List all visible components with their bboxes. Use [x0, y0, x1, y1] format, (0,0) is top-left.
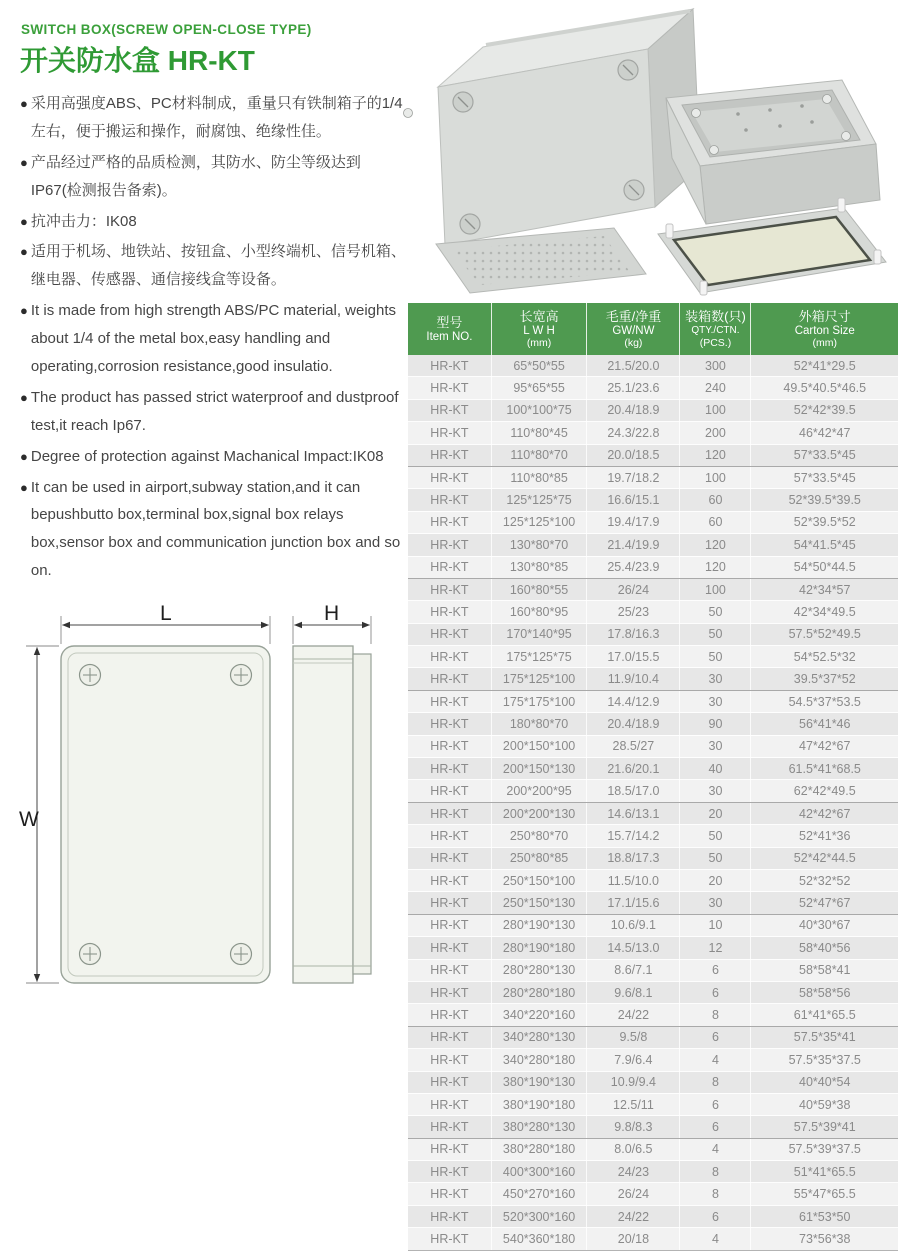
cell-carton: 46*42*47: [751, 422, 898, 444]
cell-qty: 100: [680, 466, 751, 488]
cell-qty: 20: [680, 869, 751, 891]
table-row: [408, 735, 898, 757]
cell-carton: 54*52.5*32: [751, 646, 898, 668]
cell-carton: 39.5*37*52: [751, 668, 898, 690]
cell-gwnw: 24/23: [587, 1161, 680, 1183]
cell-qty: 4: [680, 1049, 751, 1071]
cell-carton: 61.5*41*68.5: [751, 758, 898, 780]
cell-item-no: HR-KT: [408, 399, 491, 421]
table-row: [408, 892, 898, 914]
table-row: [408, 399, 898, 421]
cell-gwnw: 10.6/9.1: [587, 914, 680, 936]
cell-gwnw: 26/24: [587, 1183, 680, 1205]
cell-carton: 52*41*36: [751, 825, 898, 847]
bullet-icon: ●: [20, 96, 28, 111]
cell-lwh: 340*220*160: [491, 1004, 587, 1026]
col-header-item-no: 型号 Item NO.: [408, 303, 491, 355]
cell-carton: 54*41.5*45: [751, 534, 898, 556]
cell-lwh: 540*360*180: [491, 1228, 587, 1250]
feature-text: 抗冲击力：IK08: [30, 212, 137, 230]
feature-text: The product has passed strict waterproof and dustproof test,it reach Ip67.: [30, 388, 399, 434]
bullet-icon: ●: [20, 154, 28, 170]
cell-item-no: HR-KT: [408, 802, 491, 824]
feature-item: [20, 238, 408, 294]
cell-qty: 8: [680, 1161, 751, 1183]
cell-carton: 40*30*67: [751, 914, 898, 936]
table-row: [408, 1071, 898, 1093]
table-row: [408, 377, 898, 399]
table-row: [408, 601, 898, 623]
cell-item-no: HR-KT: [408, 1093, 491, 1115]
cell-qty: 50: [680, 847, 751, 869]
cell-gwnw: 12.5/11: [587, 1093, 680, 1115]
cell-carton: 42*42*67: [751, 802, 898, 824]
cell-carton: 57.5*39*41: [751, 1116, 898, 1138]
table-row: [408, 1205, 898, 1227]
cell-lwh: 380*190*180: [491, 1093, 587, 1115]
feature-item: [20, 443, 408, 471]
cell-gwnw: 11.9/10.4: [587, 668, 680, 690]
cell-item-no: HR-KT: [408, 758, 491, 780]
cell-item-no: HR-KT: [408, 534, 491, 556]
table-row: [408, 690, 898, 712]
col-header-gwnw: 毛重/净重 GW/NW (kg): [587, 303, 680, 355]
cell-gwnw: 9.6/8.1: [587, 981, 680, 1003]
cell-item-no: HR-KT: [408, 959, 491, 981]
feature-item: [20, 297, 408, 381]
cell-qty: 50: [680, 646, 751, 668]
cell-item-no: HR-KT: [408, 1161, 491, 1183]
table-row: [408, 847, 898, 869]
table-row: [408, 937, 898, 959]
table-row: [408, 780, 898, 802]
cell-lwh: 200*150*100: [491, 735, 587, 757]
cell-gwnw: 21.4/19.9: [587, 534, 680, 556]
cell-qty: 10: [680, 914, 751, 936]
feature-item: [20, 90, 408, 146]
cell-carton: 54.5*37*53.5: [751, 690, 898, 712]
cell-qty: 50: [680, 623, 751, 645]
cell-lwh: 280*280*130: [491, 959, 587, 981]
cell-gwnw: 24/22: [587, 1205, 680, 1227]
cell-carton: 57*33.5*45: [751, 466, 898, 488]
cell-carton: 42*34*49.5: [751, 601, 898, 623]
cell-lwh: 95*65*55: [491, 377, 587, 399]
cell-item-no: HR-KT: [408, 847, 491, 869]
cell-qty: 200: [680, 422, 751, 444]
cell-gwnw: 28.5/27: [587, 735, 680, 757]
cell-carton: 57.5*35*37.5: [751, 1049, 898, 1071]
table-row: [408, 1004, 898, 1026]
table-row: [408, 466, 898, 488]
feature-text: 适用于机场、地铁站、按钮盒、小型终端机、信号机箱、继电器、传感器、通信接线盒等设备。: [30, 243, 406, 289]
spec-table: [408, 303, 898, 1251]
feature-text: Degree of protection against Machanical Impact:IK08: [30, 447, 384, 465]
cell-gwnw: 15.7/14.2: [587, 825, 680, 847]
cell-carton: 52*39.5*52: [751, 511, 898, 533]
dimension-H: [293, 602, 371, 644]
cell-qty: 8: [680, 1183, 751, 1205]
cell-lwh: 175*125*75: [491, 646, 587, 668]
table-row: [408, 422, 898, 444]
feature-item: [20, 149, 408, 205]
cell-carton: 58*58*56: [751, 981, 898, 1003]
table-row: [408, 1093, 898, 1115]
cell-gwnw: 14.5/13.0: [587, 937, 680, 959]
cell-gwnw: 21.5/20.0: [587, 355, 680, 377]
cell-lwh: 380*190*130: [491, 1071, 587, 1093]
cell-item-no: HR-KT: [408, 355, 491, 377]
cell-gwnw: 24/22: [587, 1004, 680, 1026]
cell-item-no: HR-KT: [408, 578, 491, 600]
spec-table-header: [408, 303, 898, 355]
col-header-carton: 外箱尺寸 Carton Size (mm): [751, 303, 898, 355]
cell-qty: 8: [680, 1004, 751, 1026]
cell-lwh: 110*80*70: [491, 444, 587, 466]
cell-carton: 51*41*65.5: [751, 1161, 898, 1183]
cell-gwnw: 16.6/15.1: [587, 489, 680, 511]
cell-carton: 52*39.5*39.5: [751, 489, 898, 511]
cell-qty: 6: [680, 1093, 751, 1115]
cell-item-no: HR-KT: [408, 511, 491, 533]
cell-qty: 30: [680, 668, 751, 690]
cell-item-no: HR-KT: [408, 780, 491, 802]
cell-item-no: HR-KT: [408, 914, 491, 936]
cell-lwh: 130*80*85: [491, 556, 587, 578]
table-row: [408, 802, 898, 824]
cell-carton: 52*42*44.5: [751, 847, 898, 869]
cell-carton: 47*42*67: [751, 735, 898, 757]
cell-lwh: 280*190*130: [491, 914, 587, 936]
table-row: [408, 1049, 898, 1071]
bullet-icon: ●: [20, 213, 28, 229]
cell-lwh: 160*80*55: [491, 578, 587, 600]
cell-gwnw: 19.7/18.2: [587, 466, 680, 488]
cell-lwh: 65*50*55: [491, 355, 587, 377]
cell-item-no: HR-KT: [408, 1183, 491, 1205]
feature-item: [20, 474, 408, 586]
cell-carton: 42*34*57: [751, 578, 898, 600]
cell-gwnw: 8.6/7.1: [587, 959, 680, 981]
product-photo: [408, 2, 900, 302]
cell-carton: 52*41*29.5: [751, 355, 898, 377]
bullet-icon: ●: [20, 244, 28, 260]
page-title-zh: 开关防水盒 HR-KT: [20, 45, 255, 76]
cell-gwnw: 11.5/10.0: [587, 869, 680, 891]
table-row: [408, 489, 898, 511]
cell-item-no: HR-KT: [408, 1026, 491, 1048]
cell-gwnw: 7.9/6.4: [587, 1049, 680, 1071]
cell-carton: 62*42*49.5: [751, 780, 898, 802]
cell-lwh: 250*150*130: [491, 892, 587, 914]
cell-item-no: HR-KT: [408, 1071, 491, 1093]
cell-item-no: HR-KT: [408, 937, 491, 959]
cell-carton: 57.5*52*49.5: [751, 623, 898, 645]
cell-gwnw: 25.1/23.6: [587, 377, 680, 399]
cell-lwh: 280*190*180: [491, 937, 587, 959]
cell-gwnw: 20.0/18.5: [587, 444, 680, 466]
cell-lwh: 340*280*130: [491, 1026, 587, 1048]
cell-item-no: HR-KT: [408, 1205, 491, 1227]
cell-carton: 52*42*39.5: [751, 399, 898, 421]
feature-item: [20, 208, 408, 236]
cell-qty: 4: [680, 1138, 751, 1160]
cell-item-no: HR-KT: [408, 668, 491, 690]
cell-carton: 61*41*65.5: [751, 1004, 898, 1026]
cell-item-no: HR-KT: [408, 601, 491, 623]
cell-item-no: HR-KT: [408, 1138, 491, 1160]
cell-lwh: 520*300*160: [491, 1205, 587, 1227]
cell-qty: 60: [680, 489, 751, 511]
spec-table-body: [408, 355, 898, 1250]
cell-item-no: HR-KT: [408, 422, 491, 444]
cell-carton: 54*50*44.5: [751, 556, 898, 578]
cell-gwnw: 18.8/17.3: [587, 847, 680, 869]
cell-lwh: 125*125*100: [491, 511, 587, 533]
height-label: H: [324, 602, 340, 625]
cell-qty: 100: [680, 399, 751, 421]
cell-lwh: 200*150*130: [491, 758, 587, 780]
cell-item-no: HR-KT: [408, 377, 491, 399]
cell-item-no: HR-KT: [408, 623, 491, 645]
dimension-diagram: [8, 598, 408, 1008]
cell-item-no: HR-KT: [408, 690, 491, 712]
cell-qty: 50: [680, 601, 751, 623]
cell-lwh: 200*200*95: [491, 780, 587, 802]
cell-qty: 6: [680, 1026, 751, 1048]
cell-gwnw: 25/23: [587, 601, 680, 623]
col-header-qty: 装箱数(只) QTY./CTN. (PCS.): [680, 303, 751, 355]
bullet-icon: ●: [20, 389, 28, 405]
cell-gwnw: 25.4/23.9: [587, 556, 680, 578]
cell-lwh: 100*100*75: [491, 399, 587, 421]
cell-qty: 120: [680, 444, 751, 466]
cell-qty: 30: [680, 690, 751, 712]
table-row: [408, 869, 898, 891]
cell-gwnw: 20.4/18.9: [587, 399, 680, 421]
bullet-icon: ●: [20, 303, 28, 319]
cell-item-no: HR-KT: [408, 825, 491, 847]
bullet-icon: ●: [20, 479, 28, 495]
cell-qty: 300: [680, 355, 751, 377]
feature-list: [20, 90, 408, 588]
cell-qty: 12: [680, 937, 751, 959]
cell-gwnw: 9.8/8.3: [587, 1116, 680, 1138]
table-row: [408, 646, 898, 668]
cell-gwnw: 17.8/16.3: [587, 623, 680, 645]
cell-gwnw: 17.0/15.5: [587, 646, 680, 668]
length-label: L: [160, 602, 172, 625]
table-row: [408, 1138, 898, 1160]
cell-qty: 30: [680, 735, 751, 757]
cell-qty: 4: [680, 1228, 751, 1250]
cell-lwh: 280*280*180: [491, 981, 587, 1003]
cell-gwnw: 18.5/17.0: [587, 780, 680, 802]
cell-qty: 90: [680, 713, 751, 735]
cell-qty: 6: [680, 981, 751, 1003]
table-row: [408, 1116, 898, 1138]
col-header-lwh: 长宽高 L W H (mm): [491, 303, 587, 355]
cell-carton: 58*58*41: [751, 959, 898, 981]
cell-lwh: 110*80*45: [491, 422, 587, 444]
cell-qty: 240: [680, 377, 751, 399]
cell-lwh: 130*80*70: [491, 534, 587, 556]
table-row: [408, 914, 898, 936]
table-row: [408, 1161, 898, 1183]
cell-carton: 49.5*40.5*46.5: [751, 377, 898, 399]
cell-lwh: 160*80*95: [491, 601, 587, 623]
cell-item-no: HR-KT: [408, 444, 491, 466]
cell-lwh: 125*125*75: [491, 489, 587, 511]
table-row: [408, 825, 898, 847]
cell-carton: 40*40*54: [751, 1071, 898, 1093]
table-row: [408, 981, 898, 1003]
cell-lwh: 380*280*130: [491, 1116, 587, 1138]
cell-carton: 57.5*39*37.5: [751, 1138, 898, 1160]
cell-item-no: HR-KT: [408, 869, 491, 891]
cell-carton: 58*40*56: [751, 937, 898, 959]
cell-gwnw: 8.0/6.5: [587, 1138, 680, 1160]
cell-lwh: 175*175*100: [491, 690, 587, 712]
cell-item-no: HR-KT: [408, 735, 491, 757]
table-row: [408, 959, 898, 981]
cell-gwnw: 21.6/20.1: [587, 758, 680, 780]
table-row: [408, 355, 898, 377]
cell-lwh: 450*270*160: [491, 1183, 587, 1205]
cell-qty: 40: [680, 758, 751, 780]
table-row: [408, 668, 898, 690]
table-row: [408, 758, 898, 780]
cell-item-no: HR-KT: [408, 466, 491, 488]
cell-carton: 52*32*52: [751, 869, 898, 891]
dimension-W: [19, 646, 59, 983]
cell-lwh: 170*140*95: [491, 623, 587, 645]
table-row: [408, 623, 898, 645]
cell-qty: 120: [680, 534, 751, 556]
table-row: [408, 511, 898, 533]
feature-item: [20, 384, 408, 440]
cell-qty: 6: [680, 1205, 751, 1227]
cell-carton: 40*59*38: [751, 1093, 898, 1115]
cell-item-no: HR-KT: [408, 1004, 491, 1026]
cell-carton: 56*41*46: [751, 713, 898, 735]
cell-item-no: HR-KT: [408, 1228, 491, 1250]
cell-gwnw: 20.4/18.9: [587, 713, 680, 735]
table-row: [408, 1183, 898, 1205]
cell-qty: 20: [680, 802, 751, 824]
feature-text: 产品经过严格的品质检测，其防水、防尘等级达到IP67(检测报告备索)。: [30, 153, 361, 199]
cell-lwh: 340*280*180: [491, 1049, 587, 1071]
table-row: [408, 578, 898, 600]
cell-item-no: HR-KT: [408, 556, 491, 578]
cell-gwnw: 20/18: [587, 1228, 680, 1250]
cell-gwnw: 14.4/12.9: [587, 690, 680, 712]
cell-gwnw: 10.9/9.4: [587, 1071, 680, 1093]
cell-lwh: 110*80*85: [491, 466, 587, 488]
cell-gwnw: 26/24: [587, 578, 680, 600]
table-row: [408, 713, 898, 735]
table-row: [408, 1228, 898, 1250]
cell-item-no: HR-KT: [408, 892, 491, 914]
cell-item-no: HR-KT: [408, 1049, 491, 1071]
cell-qty: 100: [680, 578, 751, 600]
cell-carton: 52*47*67: [751, 892, 898, 914]
side-view: [293, 646, 371, 983]
feature-text: It can be used in airport,subway station,and it can bepushbutto box,terminal box,signal box relays box,sensor box and communication junction box and so on.: [30, 478, 401, 580]
bullet-icon: ●: [20, 448, 28, 464]
cell-lwh: 180*80*70: [491, 713, 587, 735]
cell-qty: 60: [680, 511, 751, 533]
table-row: [408, 556, 898, 578]
cell-gwnw: 19.4/17.9: [587, 511, 680, 533]
cell-carton: 57.5*35*41: [751, 1026, 898, 1048]
cell-qty: 30: [680, 780, 751, 802]
cell-item-no: HR-KT: [408, 646, 491, 668]
table-row: [408, 444, 898, 466]
feature-text: 采用高强度ABS、PC材料制成，重量只有铁制箱子的1/4左右，便于搬运和操作，耐腐蚀、绝缘性佳。: [30, 95, 403, 140]
closed-box-image: [438, 9, 700, 245]
cell-gwnw: 14.6/13.1: [587, 802, 680, 824]
cell-carton: 61*53*50: [751, 1205, 898, 1227]
cell-qty: 6: [680, 1116, 751, 1138]
cell-carton: 55*47*65.5: [751, 1183, 898, 1205]
cell-carton: 57*33.5*45: [751, 444, 898, 466]
cell-lwh: 250*150*100: [491, 869, 587, 891]
table-row: [408, 534, 898, 556]
cell-lwh: 200*200*130: [491, 802, 587, 824]
cell-qty: 120: [680, 556, 751, 578]
cell-lwh: 250*80*85: [491, 847, 587, 869]
cell-gwnw: 17.1/15.6: [587, 892, 680, 914]
cell-lwh: 400*300*160: [491, 1161, 587, 1183]
cell-qty: 50: [680, 825, 751, 847]
cell-lwh: 250*80*70: [491, 825, 587, 847]
cell-carton: 73*56*38: [751, 1228, 898, 1250]
cell-qty: 30: [680, 892, 751, 914]
cell-item-no: HR-KT: [408, 981, 491, 1003]
cell-gwnw: 9.5/8: [587, 1026, 680, 1048]
cell-item-no: HR-KT: [408, 713, 491, 735]
table-row: [408, 1026, 898, 1048]
cell-qty: 8: [680, 1071, 751, 1093]
cell-item-no: HR-KT: [408, 489, 491, 511]
cell-qty: 6: [680, 959, 751, 981]
page-title-en: SWITCH BOX(SCREW OPEN-CLOSE TYPE): [21, 22, 312, 37]
dimension-L: [61, 602, 270, 644]
cell-item-no: HR-KT: [408, 1116, 491, 1138]
cell-gwnw: 24.3/22.8: [587, 422, 680, 444]
cell-lwh: 175*125*100: [491, 668, 587, 690]
feature-text: It is made from high strength ABS/PC material, weights about 1/4 of the metal box,easy handling and operating,corrosion resistance,good insulatio.: [30, 302, 397, 376]
cell-lwh: 380*280*180: [491, 1138, 587, 1160]
width-label: W: [19, 808, 39, 831]
front-view: [61, 646, 270, 983]
